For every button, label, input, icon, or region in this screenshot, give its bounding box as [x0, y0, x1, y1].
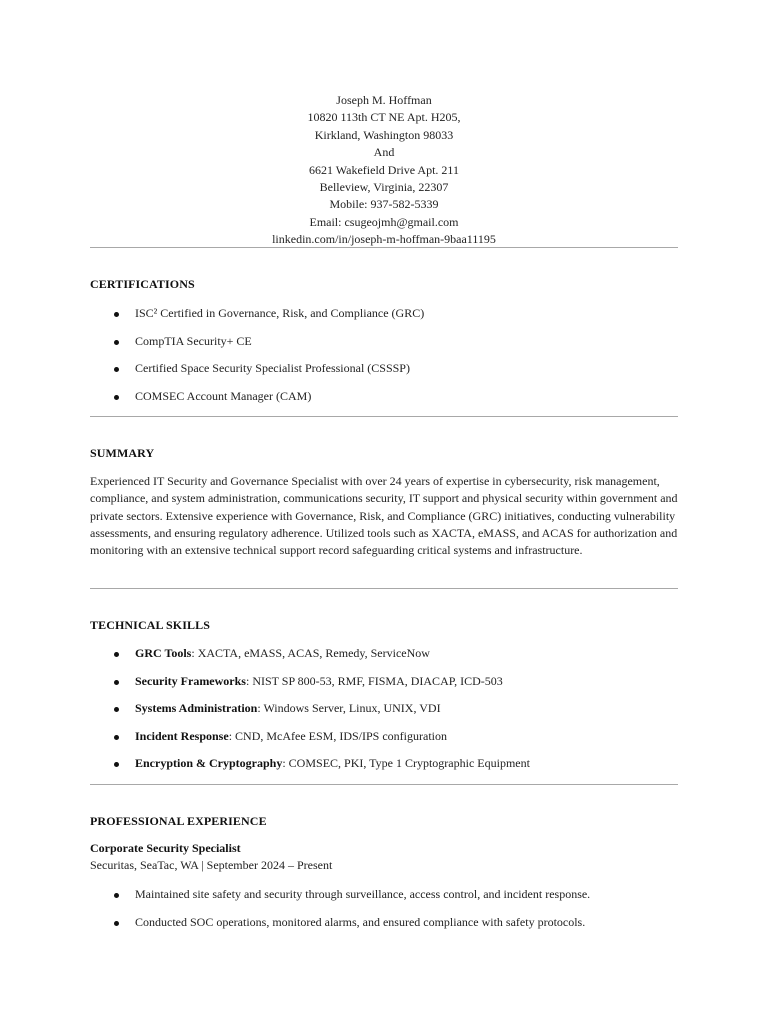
list-item: [90, 360, 678, 388]
section-divider: [90, 247, 678, 248]
skill-value: : XACTA, eMASS, ACAS, Remedy, ServiceNow: [191, 646, 430, 660]
certification-text: COMSEC Account Manager (CAM): [135, 388, 312, 403]
bullet-icon: [114, 367, 119, 372]
summary-paragraph: Experienced IT Security and Governance Specialist with over 24 years of expertise in cybersecurity, risk management, compliance, and system administration, communications security, IT support and physical security within government and private sectors. Extensive experience with Governance, Risk, and Compliance (GRC) initiatives, conducting vulnerability assessments, and ensuring regulatory adherence. Utilized tools such as XACTA, eMASS, and ACAS for authorization and monitoring with an extensive technical support record safeguarding critical systems and infrastructure.: [90, 474, 678, 558]
list-item: [90, 755, 678, 783]
section-divider: [90, 588, 678, 589]
address-secondary-street: 6621 Wakefield Drive Apt. 211: [308, 162, 459, 177]
bullet-icon: [114, 893, 119, 898]
certification-text: Certified Space Security Specialist Professional (CSSSP): [135, 361, 410, 375]
list-item: [90, 914, 678, 942]
skills-list: [90, 645, 678, 783]
mobile-number: Mobile: 937-582-5339: [329, 197, 439, 212]
skill-label: Incident Response: [135, 728, 229, 743]
certifications-list: [90, 305, 678, 415]
skill-value: : CND, McAfee ESM, IDS/IPS configuration: [228, 728, 448, 743]
skill-value: : COMSEC, PKI, Type 1 Cryptographic Equipment: [282, 756, 530, 770]
skill-label: Security Frameworks: [135, 673, 246, 688]
list-item: [90, 673, 678, 701]
certification-text: ISC² Certified in Governance, Risk, and Compliance (GRC): [135, 306, 425, 320]
skill-value: : NIST SP 800-53, RMF, FISMA, DIACAP, ICD-503: [245, 673, 503, 688]
job-title: Corporate Security Specialist: [90, 841, 241, 855]
address-primary-street: 10820 113th CT NE Apt. H205,: [307, 110, 461, 125]
job-duties-list: [90, 886, 678, 941]
summary-heading: SUMMARY: [90, 446, 155, 460]
list-item: [90, 333, 678, 361]
candidate-name: Joseph M. Hoffman: [336, 93, 432, 107]
linkedin-url: linkedin.com/in/joseph-m-hoffman-9baa11195: [272, 232, 496, 247]
bullet-icon: [114, 340, 119, 345]
job-employer-dates: Securitas, SeaTac, WA | September 2024 – Present: [90, 858, 333, 872]
bullet-icon: [114, 395, 119, 400]
address-separator: And: [373, 145, 395, 160]
job-duty-text: Conducted SOC operations, monitored alarms, and ensured compliance with safety protocols.: [135, 914, 586, 929]
email-address: Email: csugeojmh@gmail.com: [309, 214, 459, 229]
certification-text: CompTIA Security+ CE: [135, 333, 252, 348]
bullet-icon: [114, 680, 119, 685]
list-item: [90, 305, 678, 333]
bullet-icon: [114, 921, 119, 926]
section-divider: [90, 784, 678, 785]
section-divider: [90, 416, 678, 417]
list-item: [90, 700, 678, 728]
list-item: [90, 728, 678, 756]
bullet-icon: [114, 762, 119, 767]
bullet-icon: [114, 707, 119, 712]
list-item: [90, 645, 678, 673]
skill-label: Systems Administration: [135, 701, 258, 715]
bullet-icon: [114, 312, 119, 317]
address-secondary-city: Belleview, Virginia, 22307: [319, 180, 449, 195]
job-duty-text: Maintained site safety and security through surveillance, access control, and incident response.: [135, 887, 591, 901]
bullet-icon: [114, 735, 119, 740]
address-primary-city: Kirkland, Washington 98033: [314, 127, 454, 142]
certifications-heading: CERTIFICATIONS: [90, 277, 195, 291]
skill-label: Encryption & Cryptography: [135, 756, 283, 770]
contact-header: [90, 92, 678, 249]
skill-value: : Windows Server, Linux, UNIX, VDI: [257, 701, 441, 715]
technical-skills-heading: TECHNICAL SKILLS: [90, 618, 210, 632]
skill-label: GRC Tools: [135, 646, 192, 660]
list-item: [90, 886, 678, 914]
professional-experience-heading: PROFESSIONAL EXPERIENCE: [90, 814, 267, 828]
list-item: [90, 388, 678, 416]
bullet-icon: [114, 652, 119, 657]
